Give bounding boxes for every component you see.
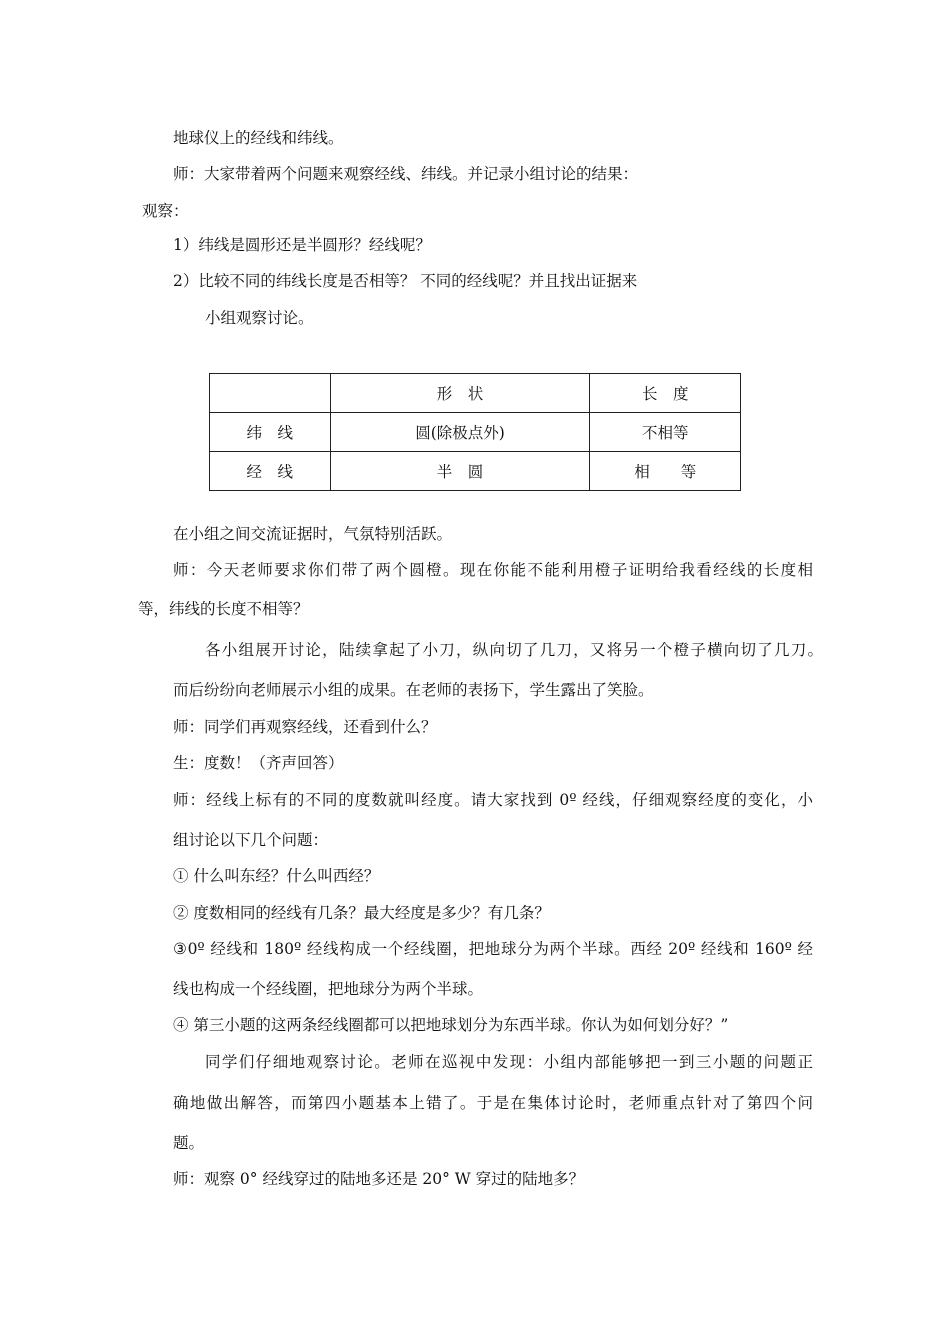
table-row [210, 452, 741, 491]
table-cell: 经 线 [210, 452, 331, 491]
paragraph: 师：大家带着两个问题来观察经线、纬线。并记录小组讨论的结果： [173, 165, 639, 183]
question-item: 1）纬线是圆形还是半圆形？经线呢？ [173, 236, 431, 254]
paragraph: 各小组展开讨论，陆续拿起了小刀，纵向切了几刀，又将另一个橙子横向切了几刀。 [205, 641, 823, 659]
question-item: ② 度数相同的经线有几条？最大经度是多少？有几条？ [173, 904, 550, 922]
paragraph: 确地做出解答，而第四小题基本上错了。于是在集体讨论时，老师重点针对了第四个问 [173, 1094, 813, 1112]
table-cell: 圆(除极点外) [330, 413, 590, 452]
table-cell: 不相等 [590, 413, 741, 452]
question-item: 线也构成一个经线圈，把地球分为两个半球。 [173, 980, 484, 998]
paragraph: 题。 [173, 1134, 205, 1152]
table-cell: 相 等 [590, 452, 741, 491]
table-cell: 长 度 [590, 374, 741, 413]
paragraph: 等，纬线的长度不相等？ [138, 600, 309, 618]
table-cell: 半 圆 [330, 452, 590, 491]
paragraph: 小组观察讨论。 [205, 309, 314, 327]
question-item: 2）比较不同的纬线长度是否相等？ 不同的经线呢？并且找出证据来 [173, 272, 638, 290]
paragraph: 地球仪上的经线和纬线。 [173, 129, 344, 147]
paragraph: 师：经线上标有的不同的度数就叫经度。请大家找到 0º 经线，仔细观察经度的变化，小 [173, 791, 813, 809]
question-item: ① 什么叫东经？什么叫西经？ [173, 867, 380, 885]
paragraph: 在小组之间交流证据时，气氛特别活跃。 [173, 525, 453, 543]
table-cell: 形 状 [330, 374, 590, 413]
table-header-row [210, 374, 741, 413]
paragraph: 师：观察 0° 经线穿过的陆地多还是 20° W 穿过的陆地多？ [173, 1170, 585, 1188]
paragraph: 师：今天老师要求你们带了两个圆橙。现在你能不能利用橙子证明给我看经线的长度相 [173, 561, 813, 579]
paragraph: 生：度数！（齐声回答） [173, 754, 344, 772]
observation-table [209, 373, 741, 491]
paragraph: 师：同学们再观察经线，还看到什么？ [173, 718, 437, 736]
paragraph: 而后纷纷向老师展示小组的成果。在老师的表扬下，学生露出了笑脸。 [173, 681, 654, 699]
table-row [210, 413, 741, 452]
paragraph: 观察： [142, 202, 189, 220]
table-cell: 纬 线 [210, 413, 331, 452]
question-item: ③0º 经线和 180º 经线构成一个经线圈，把地球分为两个半球。西经 20º 经线和 160º 经 [173, 940, 813, 958]
table-cell [210, 374, 331, 413]
paragraph: 组讨论以下几个问题： [173, 831, 329, 849]
question-item: ④ 第三小题的这两条经线圈都可以把地球划分为东西半球。你认为如何划分好？” [173, 1016, 729, 1034]
paragraph: 同学们仔细地观察讨论。老师在巡视中发现：小组内部能够把一到三小题的问题正 [205, 1053, 813, 1071]
